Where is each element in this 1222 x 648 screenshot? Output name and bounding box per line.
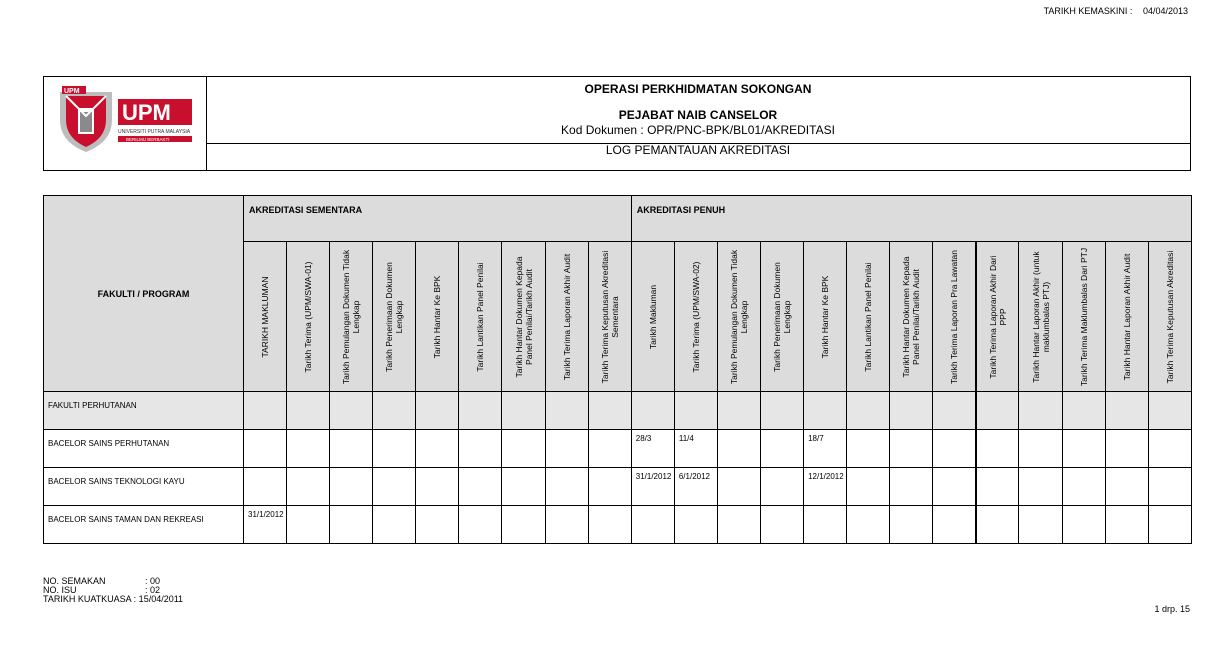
column-header-label: Tarikh Hantar Dokumen Kepada Panel Penilai/Tarikh Audit (513, 256, 534, 377)
date-cell: 31/1/2012 (244, 506, 287, 544)
date-cell (502, 392, 545, 430)
column-header (674, 242, 717, 392)
date-cell (674, 506, 717, 544)
date-cell: 6/1/2012 (674, 468, 717, 506)
date-cell (890, 430, 933, 468)
date-cell (1148, 392, 1191, 430)
date-cell (804, 506, 847, 544)
temporary-accreditation-header: AKREDITASI SEMENTARA (244, 196, 632, 242)
date-cell (1019, 430, 1062, 468)
date-cell (588, 392, 631, 430)
date-cell (459, 430, 502, 468)
date-cell (717, 506, 760, 544)
date-cell (459, 506, 502, 544)
date-cell (976, 430, 1019, 468)
column-header-label: Tarikh Lantikan Panel Penilai (475, 261, 486, 372)
date-cell (976, 506, 1019, 544)
date-cell (459, 468, 502, 506)
column-header-label: Tarikh Terima Laporan Akhir Dari PPP (987, 254, 1008, 379)
column-header-label: Tarikh Pemulangan Dokumen Tidak Lengkap (728, 249, 749, 384)
date-cell (416, 468, 459, 506)
column-header (330, 242, 373, 392)
page-number: 1 drp. 15 (1154, 604, 1190, 614)
date-cell: 28/3 (631, 430, 674, 468)
svg-text:BERILMU BERBAKTI: BERILMU BERBAKTI (126, 137, 170, 142)
date-cell (416, 430, 459, 468)
column-header-label: Tarikh Terima Laporan Pra Lawatan (949, 249, 960, 384)
date-cell (1062, 468, 1105, 506)
column-header-label: Tarikh Lantikan Panel Penilai (863, 261, 874, 372)
document-title: OPERASI PERKHIDMATAN SOKONGAN (584, 82, 812, 96)
header-title-cell (206, 77, 1190, 144)
date-cell (545, 468, 588, 506)
date-cell (330, 468, 373, 506)
column-header-label: Tarikh Hantar Ke BPK (820, 275, 831, 358)
revision-value: : 00 (145, 576, 161, 586)
update-date-label: TARIKH KEMASKINI : (1043, 6, 1133, 16)
column-header-label: Tarikh Terima Maklumbalas Dari PTJ (1078, 247, 1089, 386)
column-header-label: Tarikh Terima (UPM/SWA-02) (690, 261, 701, 372)
document-code: Kod Dokumen : OPR/PNC-BPK/BL01/AKREDITASI (561, 123, 835, 137)
date-cell (761, 392, 804, 430)
date-cell (761, 468, 804, 506)
date-cell (545, 430, 588, 468)
date-cell (244, 468, 287, 506)
date-cell (1148, 430, 1191, 468)
date-cell (545, 506, 588, 544)
date-cell (933, 506, 976, 544)
date-cell (674, 392, 717, 430)
program-name: BACELOR SAINS TEKNOLOGI KAYU (44, 468, 244, 506)
date-cell (502, 468, 545, 506)
update-date-value: 04/04/2013 (1142, 6, 1188, 16)
date-cell (717, 430, 760, 468)
date-cell (761, 430, 804, 468)
header-subtitle-cell (206, 143, 1190, 170)
date-cell (588, 506, 631, 544)
column-header-label: TARIKH MAKLUMAN (260, 275, 271, 358)
date-cell (244, 430, 287, 468)
column-header (1062, 242, 1105, 392)
faculty-row (44, 392, 1192, 430)
date-cell (976, 468, 1019, 506)
column-header-label: Tarikh Hantar Ke BPK (432, 275, 443, 358)
date-cell (890, 468, 933, 506)
column-header-label: Tarikh Penerimaan Dokumen Lengkap (772, 261, 793, 372)
logo-cell (44, 77, 207, 170)
update-date (1036, 6, 1188, 16)
date-cell (1105, 468, 1148, 506)
column-header-label: Tarikh Hantar Dokumen Kepada Panel Penilai/Tarikh Audit (901, 256, 922, 377)
column-header (804, 242, 847, 392)
column-header (761, 242, 804, 392)
program-row (44, 468, 1192, 506)
column-header (1148, 242, 1191, 392)
column-header (1019, 242, 1062, 392)
svg-text:UPM: UPM (122, 100, 171, 125)
date-cell (373, 430, 416, 468)
date-cell: 18/7 (804, 430, 847, 468)
effective-date: TARIKH KUATKUASA : 15/04/2011 (43, 594, 184, 604)
date-cell (933, 468, 976, 506)
date-cell (459, 392, 502, 430)
program-name: FAKULTI PERHUTANAN (44, 392, 244, 430)
column-header-label: Tarikh Pemulangan Dokumen Tidak Lengkap (341, 249, 362, 384)
date-cell (330, 506, 373, 544)
date-cell (545, 392, 588, 430)
date-cell (976, 392, 1019, 430)
date-cell (373, 468, 416, 506)
date-cell (502, 506, 545, 544)
column-header-label: Tarikh Hantar Laporan Akhir Audit (1121, 253, 1132, 380)
group-header-row (44, 196, 1192, 242)
date-cell (1105, 392, 1148, 430)
date-cell (1062, 506, 1105, 544)
date-cell (890, 506, 933, 544)
column-header (933, 242, 976, 392)
date-cell: 31/1/2012 (631, 468, 674, 506)
column-header (416, 242, 459, 392)
date-cell (1105, 506, 1148, 544)
revision-label: NO. SEMAKAN (43, 576, 106, 586)
date-cell (1019, 468, 1062, 506)
date-cell (588, 430, 631, 468)
document-footer (43, 577, 183, 604)
date-cell (631, 392, 674, 430)
program-row (44, 506, 1192, 544)
date-cell (287, 392, 330, 430)
program-column-header: FAKULTI / PROGRAM (44, 196, 244, 392)
date-cell (933, 392, 976, 430)
column-header (244, 242, 287, 392)
column-header-label: Tarikh Terima Keputusan Akreditasi Sementara (599, 250, 620, 383)
date-cell (890, 392, 933, 430)
issue-label: NO. ISU (43, 585, 77, 595)
document-header (43, 76, 1191, 171)
date-cell (717, 392, 760, 430)
date-cell (588, 468, 631, 506)
column-header (588, 242, 631, 392)
office-name: PEJABAT NAIB CANSELOR (618, 108, 778, 122)
program-row (44, 430, 1192, 468)
column-header (545, 242, 588, 392)
program-name: BACELOR SAINS PERHUTANAN (44, 430, 244, 468)
date-cell (847, 430, 890, 468)
date-cell (1105, 430, 1148, 468)
column-header (287, 242, 330, 392)
column-header-label: Tarikh Terima Laporan Akhir Audit (561, 253, 572, 380)
date-cell (933, 430, 976, 468)
column-header (976, 242, 1019, 392)
accreditation-log-table (43, 195, 1192, 544)
column-header (373, 242, 416, 392)
program-name: BACELOR SAINS TAMAN DAN REKREASI (44, 506, 244, 544)
date-cell (1062, 392, 1105, 430)
date-cell (244, 392, 287, 430)
date-cell (330, 392, 373, 430)
column-header (459, 242, 502, 392)
date-cell (847, 506, 890, 544)
upm-logo (58, 86, 198, 154)
column-header-label: Tarikh Terima (UPM/SWA-01) (303, 261, 314, 372)
date-cell (717, 468, 760, 506)
document-subtitle: LOG PEMANTAUAN AKREDITASI (605, 143, 791, 157)
date-cell (631, 506, 674, 544)
column-header (890, 242, 933, 392)
date-cell (1148, 506, 1191, 544)
column-header (631, 242, 674, 392)
date-cell (287, 506, 330, 544)
column-header-label: Tarikh Makluman (647, 284, 658, 349)
date-cell (847, 468, 890, 506)
date-cell: 11/4 (674, 430, 717, 468)
date-cell (287, 430, 330, 468)
date-cell (330, 430, 373, 468)
date-cell (502, 430, 545, 468)
date-cell (1148, 468, 1191, 506)
issue-value: : 02 (145, 585, 161, 595)
date-cell (847, 392, 890, 430)
full-accreditation-header: AKREDITASI PENUH (631, 196, 1191, 242)
date-cell (373, 506, 416, 544)
date-cell (416, 506, 459, 544)
column-header-label: Tarikh Penerimaan Dokumen Lengkap (384, 261, 405, 372)
column-header (502, 242, 545, 392)
svg-text:UNIVERSITI PUTRA MALAYSIA: UNIVERSITI PUTRA MALAYSIA (118, 129, 191, 135)
date-cell (287, 468, 330, 506)
date-cell (373, 392, 416, 430)
date-cell (1019, 392, 1062, 430)
column-header-label: Tarikh Terima Keputusan Akreditasi (1164, 250, 1175, 383)
date-cell: 12/1/2012 (804, 468, 847, 506)
date-cell (1062, 430, 1105, 468)
column-header (1105, 242, 1148, 392)
column-header (847, 242, 890, 392)
svg-text:UPM: UPM (64, 88, 80, 95)
date-cell (804, 392, 847, 430)
date-cell (1019, 506, 1062, 544)
date-cell (416, 392, 459, 430)
date-cell (761, 506, 804, 544)
column-header-label: Tarikh Hantar Laporan Akhir (untuk maklumbalas PTJ) (1030, 250, 1051, 383)
column-header (717, 242, 760, 392)
